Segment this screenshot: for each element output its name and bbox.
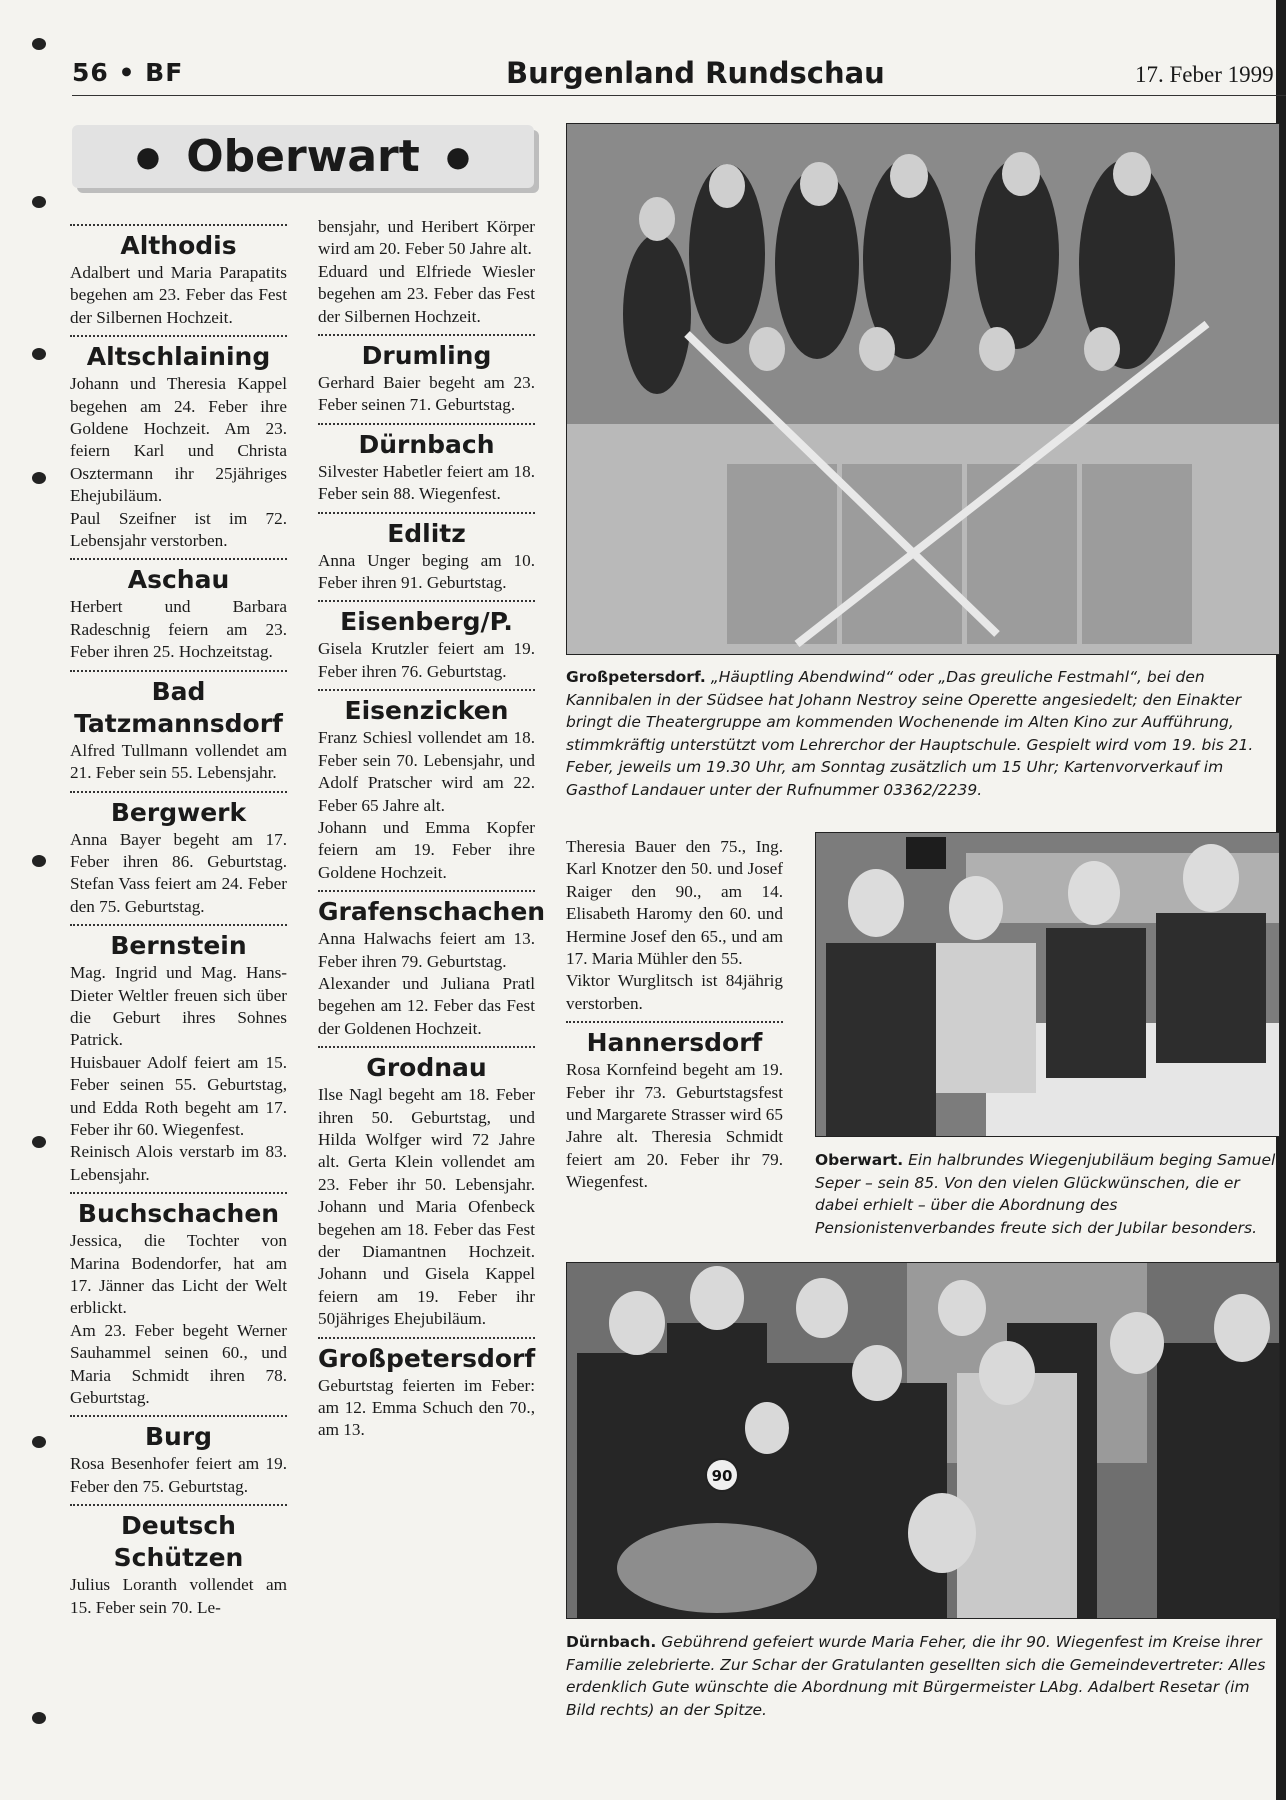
- section-text: Am 23. Feber begeht Werner Sauhammel seinen 60., und Maria Schmidt ihren 78. Geburtstag.: [70, 1320, 287, 1408]
- section-text: Paul Szeifner ist im 72. Lebensjahr verstorben.: [70, 508, 287, 551]
- news-section: [566, 832, 783, 1015]
- section-text: Herbert und Barbara Radeschnig feiern am 23. Feber ihren 25. Hochzeitstag.: [70, 597, 287, 662]
- scan-mark: [32, 855, 46, 867]
- bullet-icon: ●: [135, 140, 161, 173]
- section-text: Jessica, die Tochter von Marina Bodendorfer, hat am 17. Jänner das Licht der Welt erblickt.: [70, 1231, 287, 1318]
- section-text: Theresia Bauer den 75., Ing. Karl Knotzer den 50. und Josef Raiger den 90., am 14. Elisabeth Haromy den 60. und Hermine Josef den 65., und am 17. Maria Mühler den 55.: [566, 837, 783, 969]
- section-text: Ilse Nagl begeht am 18. Feber ihren 50. Geburtstag, und Hilda Wolfger wird 72 Jahre alt. Gerta Klein vollendet am 23. Feber ihr 50. Lebensjahr. Johann und Maria Ofenbeck begehen am 18. Feber das Fest der Diamantnen Hochzeit. Johann und Gisela Kappel feiern am 19. Feber ihr 50jähriges Ehejubiläum.: [318, 1085, 535, 1329]
- news-section: [318, 212, 535, 328]
- section-text: Eduard und Elfriede Wiesler begehen am 23. Feber das Fest der Silbernen Hochzeit.: [318, 261, 535, 326]
- caption-grosspetersdorf: [566, 666, 1278, 802]
- news-section: [318, 600, 535, 683]
- section-heading: Grodnau: [366, 1053, 487, 1083]
- section-heading: Althodis: [120, 231, 237, 260]
- section-text: Mag. Ingrid und Mag. Hans-Dieter Weltler freuen sich über die Geburt ihres Sohnes Patrick.: [70, 963, 287, 1050]
- newspaper-title: Burgenland Rundschau: [506, 56, 885, 90]
- section-heading: Bernstein: [110, 931, 247, 961]
- news-section: [70, 1415, 287, 1498]
- section-heading: Grafenschachen: [318, 897, 546, 927]
- section-text: Rosa Kornfeind begeht am 19. Feber ihr 73. Geburtstagsfest und Margarete Strasser wird 65 Jahre alt. Theresia Schmidt feiert am 20. Feber ihr 79. Wiegenfest.: [566, 1060, 783, 1192]
- news-section: [566, 1021, 783, 1193]
- bullet-icon: ●: [445, 140, 471, 173]
- scan-mark: [32, 348, 46, 360]
- caption-place: Großpetersdorf.: [566, 668, 706, 686]
- section-text: Gisela Krutzler feiert am 19. Feber ihren 76. Geburtstag.: [318, 639, 535, 681]
- news-section: [70, 558, 287, 663]
- section-text: Silvester Habetler feiert am 18. Feber sein 88. Wiegenfest.: [318, 461, 535, 504]
- caption-text: Ein halbrundes Wiegenjubiläum beging Samuel Seper – sein 85. Von den vielen Glückwünschen, die er dabei erhielt – über die Abordnung des Pensionistenverbandes freute sich der Jubilar besonders.: [815, 1151, 1276, 1237]
- section-text: Alfred Tullmann vollendet am 21. Feber sein 55. Lebensjahr.: [70, 740, 287, 783]
- page-number: 56 • BF: [72, 58, 184, 87]
- header-rule: [72, 95, 1286, 96]
- caption-duernbach: [566, 1631, 1278, 1721]
- news-section: [70, 224, 287, 329]
- section-text: Franz Schiesl vollendet am 18. Feber sein 70. Lebensjahr, und Adolf Pratscher wird am 22. Feber 65 Jahre alt.: [318, 728, 535, 815]
- section-text: Reinisch Alois verstarb im 83. Lebensjahr.: [70, 1142, 287, 1184]
- caption-place: Oberwart.: [815, 1151, 904, 1169]
- news-section: [70, 1504, 287, 1619]
- section-text: Rosa Besenhofer feiert am 19. Feber den 75. Geburtstag.: [70, 1454, 287, 1496]
- section-text: Huisbauer Adolf feiert am 15. Feber seinen 55. Geburtstag, und Edda Roth begeht am 17. Feber ihr 60. Wiegenfest.: [70, 1052, 287, 1139]
- section-text: Julius Loranth vollendet am 15. Feber sein 70. Le-: [70, 1575, 287, 1617]
- cake-number: 90: [711, 1467, 733, 1485]
- news-section: [70, 924, 287, 1186]
- caption-oberwart: [815, 1149, 1278, 1239]
- section-text: Gerhard Baier begeht am 23. Feber seinen 71. Geburtstag.: [318, 373, 535, 415]
- section-heading: Deutsch Schützen: [113, 1511, 244, 1573]
- news-section: [318, 1046, 535, 1330]
- section-banner: [72, 125, 534, 188]
- section-text: bensjahr, und Heribert Körper wird am 20. Feber 50 Jahre alt.: [318, 217, 535, 259]
- section-heading: Bergwerk: [110, 797, 247, 827]
- news-section: [70, 791, 287, 919]
- section-heading: Drumling: [361, 341, 492, 371]
- scan-mark: [32, 38, 46, 50]
- caption-text: Gebührend gefeiert wurde Maria Feher, die ihr 90. Wiegenfest im Kreise ihrer Familie zelebrierte. Zur Schar der Gratulanten gesellten sich die Gemeindevertreter: Alles erdenklich Gute wünschte die Abordnung mit Bürgermeister LAbg. Adalbert Resetar (im Bild rechts) an der Spitze.: [566, 1633, 1266, 1719]
- section-text: Johann und Emma Kopfer feiern am 19. Feber ihre Goldene Hochzeit.: [318, 817, 535, 882]
- scan-mark: [32, 1436, 46, 1448]
- section-heading: Eisenberg/P.: [340, 607, 513, 637]
- caption-text: „Häuptling Abendwind“ oder „Das greuliche Festmahl“, bei den Kannibalen in der Südsee hat Johann Nestroy seine Operette angesiedelt; den Einakter bringt die Theatergruppe am kommenden Wochenende im Alten Kino zur Aufführung, stimmkräftig unterstützt vom Lehrerchor der Hauptschule. Gespielt wird vom 19. bis 21. Feber, jeweils um 19.30 Uhr, am Sonntag zusätzlich um 15 Uhr; Kartenvorverkauf im Gasthof Landauer unter der Rufnummer 03362/2239.: [566, 668, 1254, 799]
- news-section: [70, 335, 287, 552]
- news-column-3: [566, 832, 783, 1194]
- section-heading: Eisenzicken: [344, 696, 509, 726]
- section-heading: Edlitz: [387, 518, 466, 548]
- section-heading: Hannersdorf: [586, 1028, 763, 1058]
- section-text: Anna Bayer begeht am 17. Feber ihren 86. Geburtstag. Stefan Vass feiert am 24. Feber den 75. Geburtstag.: [70, 829, 287, 916]
- section-text: Adalbert und Maria Parapatits begehen am 23. Feber das Fest der Silbernen Hochzeit.: [70, 263, 287, 327]
- section-heading: Großpetersdorf: [318, 1343, 536, 1373]
- issue-date: 17. Feber 1999: [1135, 62, 1274, 87]
- news-section: [70, 670, 287, 785]
- section-heading: Bad Tatzmannsdorf: [74, 676, 283, 738]
- news-column-2: [318, 212, 546, 1442]
- news-section: [318, 334, 535, 417]
- section-heading: Altschlaining: [86, 342, 271, 372]
- section-heading: Buchschachen: [77, 1199, 280, 1229]
- news-section: [318, 1337, 535, 1442]
- scan-mark: [32, 472, 46, 484]
- photo-jubilee-oberwart: [815, 832, 1280, 1137]
- news-section: [318, 890, 546, 1040]
- section-heading: Dürnbach: [358, 429, 495, 459]
- news-column-1: [70, 218, 287, 1619]
- caption-place: Dürnbach.: [566, 1633, 657, 1651]
- scan-mark: [32, 196, 46, 208]
- section-text: Anna Unger beging am 10. Feber ihren 91. Geburtstag.: [318, 550, 535, 593]
- news-section: [318, 512, 535, 595]
- section-heading: Burg: [144, 1422, 213, 1452]
- section-text: Geburtstag feierten im Feber: am 12. Emma Schuch den 70., am 13.: [318, 1375, 535, 1440]
- section-text: Johann und Theresia Kappel begehen am 24. Feber ihre Goldene Hochzeit. Am 23. feiern Karl und Christa Osztermann ihr 25jähriges Ehejubiläum.: [70, 374, 287, 506]
- news-section: [70, 1192, 287, 1409]
- section-heading: Aschau: [127, 565, 230, 595]
- photo-family-duernbach: [566, 1262, 1280, 1619]
- scan-mark: [32, 1136, 46, 1148]
- section-text: Viktor Wurglitsch ist 84jährig verstorben.: [566, 971, 783, 1013]
- photo-theatre-group: [566, 123, 1280, 655]
- news-section: [318, 689, 535, 884]
- section-text: Alexander und Juliana Pratl begehen am 12. Feber das Fest der Goldenen Hochzeit.: [318, 973, 535, 1038]
- scan-mark: [32, 1712, 46, 1724]
- news-section: [318, 423, 535, 506]
- banner-title: Oberwart: [186, 131, 420, 182]
- section-text: Anna Halwachs feiert am 13. Feber ihren 79. Geburtstag.: [318, 929, 535, 971]
